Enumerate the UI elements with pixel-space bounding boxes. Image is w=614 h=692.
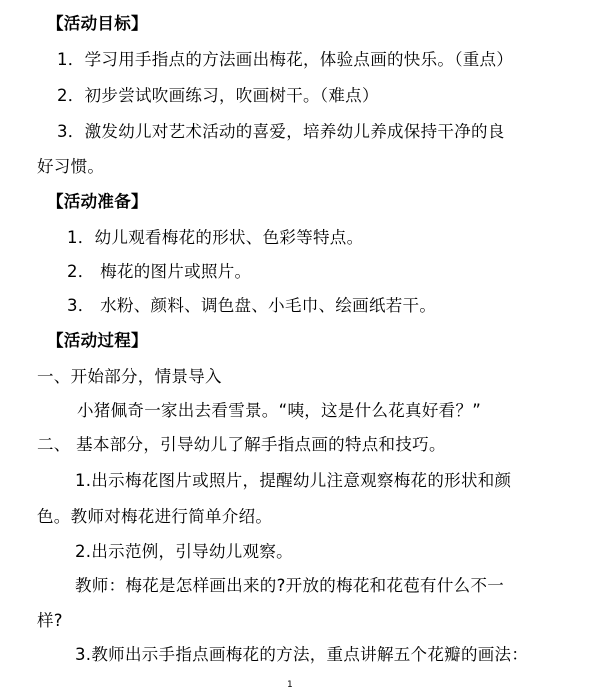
page-number: 1	[287, 680, 293, 690]
goal-item-2: 2．初步尝试吹画练习，吹画树干。（难点）	[57, 86, 379, 105]
goal-item-3-line-1: 3．激发幼儿对艺术活动的喜爱，培养幼儿养成保持干净的良	[57, 122, 505, 141]
process-step-1-line-1: 1.出示梅花图片或照片，提醒幼儿注意观察梅花的形状和颜	[75, 471, 512, 490]
process-part-1-title: 一、开始部分，情景导入	[37, 367, 222, 386]
process-step-2: 2.出示范例，引导幼儿观察。	[75, 542, 293, 561]
preparation-heading: 【活动准备】	[47, 192, 148, 211]
process-part-1-text: 小猪佩奇一家出去看雪景。“咦，这是什么花真好看？”	[77, 401, 482, 420]
teacher-question-line-1: 教师：梅花是怎样画出来的?开放的梅花和花苞有什么不一	[75, 576, 505, 595]
preparation-item-3: 3． 水粉、颜料、调色盘、小毛巾、绘画纸若干。	[67, 296, 437, 315]
teacher-question-line-2: 样?	[37, 611, 63, 630]
goals-heading: 【活动目标】	[47, 14, 148, 33]
process-step-3: 3.教师出示手指点画梅花的方法，重点讲解五个花瓣的画法：	[75, 645, 529, 664]
goal-item-3-line-2: 好习惯。	[37, 157, 105, 176]
goal-item-1: 1．学习用手指点的方法画出梅花，体验点画的快乐。（重点）	[57, 50, 514, 69]
process-heading: 【活动过程】	[47, 331, 148, 350]
process-step-1-line-2: 色。教师对梅花进行简单介绍。	[37, 507, 273, 526]
process-part-2-title: 二、 基本部分，引导幼儿了解手指点画的特点和技巧。	[37, 435, 446, 454]
preparation-item-2: 2． 梅花的图片或照片。	[67, 262, 252, 281]
preparation-item-1: 1．幼儿观看梅花的形状、色彩等特点。	[67, 228, 364, 247]
